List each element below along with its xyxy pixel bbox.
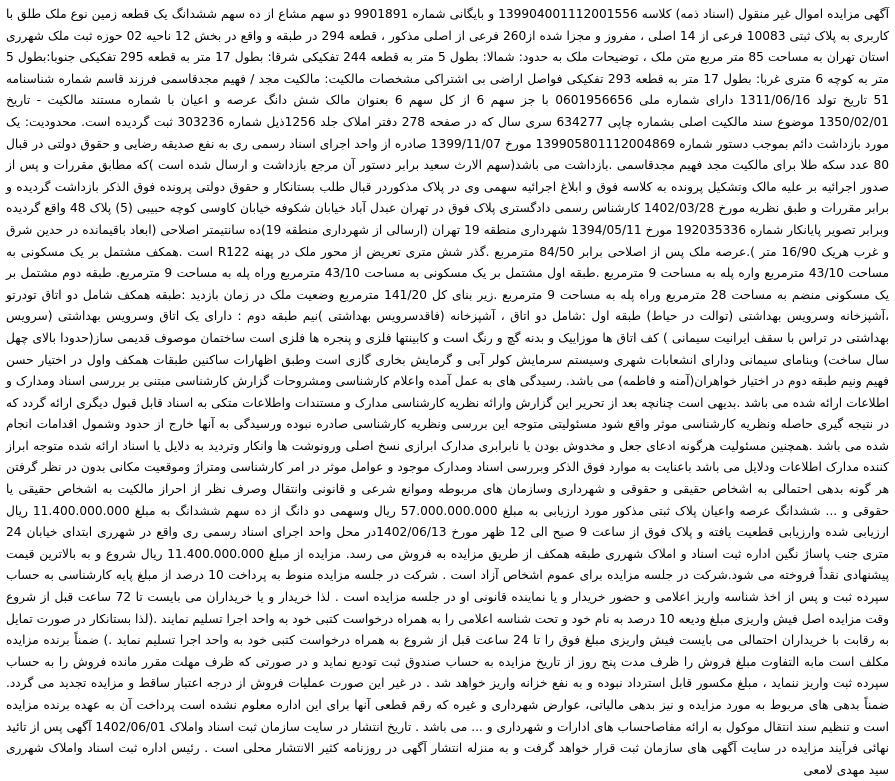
notice-body-text: آگهی مزایده اموال غیر منقول (اسناد ذمه) کلاسه 139904001112001556 و بایگانی شماره 9901891 دو سهم مشاع از ده سهم ششدانگ یک قطعه زمین نوع ملک طلق با کاربری به پلاک ثبتی 10083 فرعی از 14 اصلی ، مفروز و مجزا شده از260 فرعی از اصلی مذکور ، قطعه 294 در طبقه و واقع در بخش 12 ناحیه 02 حوزه ثبت ملک شهرری استان تهران به مساحت 85 متر مربع متن ملک ، توضیحات ملک به حدود: شمالا: بطول 5 متر به قطعه 244 تفکیکی شرقا: بطول 17 متر به قطعه 295 تفکیکی جنوبا:بطول 5 متر به کوچه 6 متری غربا: بطول 17 متر به قطعه 293 تفکیکی فواصل اراضی بی اشتراکی مشخصات مالکیت: مالکیت مجد / فهیم مجدقاسمی فرزند قاسم شماره شناسنامه 51 تاریخ تولد 1311/06/16 دارای شماره ملی 0601956656 با جز سهم 6 از کل سهم 6 بعنوان مالک شش دانگ عرصه و اعیان با شماره مستند مالکیت - تاریخ 1350/02/01 موضوع سند مالکیت اصلی بشماره چاپی 634277 سری سال که در صفحه 278 دفتر املاک جلد 1256ذیل شماره 303236 ثبت گردیده است. محدودیت: یک مورد بازداشت دائم بموجب دستور شماره 139905801112004869 مورخ 1399/11/07 صادره از واحد اجرای اسناد رسمی ری به نفع صدیقه رضایی و حقوق دولتی در قبال 80 عدد سکه طلا برای مالکیت مجد فهیم مجدقاسمی .بازداشت می باشد(سهم الارث سعید برابر دستور آن مرجع بازداشت و ارسال شده است )که مطابق مقررات و پس از صدور اجرائیه بر علیه مالک وتشکیل پرونده به کلاسه فوق و ابلاغ اجرائیه سهمی وی در پلاک مذکوردر قبال طلب بستانکار و حقوق دولتی پرونده فوق الذکر بازداشت گردیده و برابر مقررات و طبق نظریه مورخ 1402/03/28 کارشناس رسمی دادگستری پلاک فوق در تهران عبدل آباد خیابان شکوفه خیابان کاوسی کوچه حبیبی (5) پلاک 48 واقع گردیده وبرابر تصویر پایانکار شماره 192035336 مورخ 1394/05/11 شهرداری منطقه 19 تهران (ارسالی از شهرداری منطقه 19)ده سانتیمتر اصلاحی (ابعاد باقیمانده در حدین شرق و غرب هریک 16/90 متر ).عرصه ملک پس از اصلاحی برابر 84/50 مترمربع .گذر شش متری تعریض از محور ملک در پهنه R122 است .همکف مشتمل بر یک مسکونی به مساحت 43/10 مترمربع واره پله به مساحت 9 مترمربع .طبقه اول مشتمل بر یک مسکونی به مساحت 43/10 مترمربع وراه پله به مساحت 9 مترمربع. طبقه دوم مشتمل بر یک مسکونی منضم به مساحت 28 مترمربع وراه پله به مساحت 9 مترمربع .زیر بنای کل 141/20 مترمربع وضعیت ملک در زمان بازدید :طبقه همکف شامل دو اتاق تودرتو ،آشپزخانه وسرویس بهداشتی (توالت در حیاط) طبقه اول :شامل دو اتاق ، آشپزخانه (فاقدسرویس بهداشتی )نیم طبقه دوم : دارای یک اتاق وسرویس بهداشتی (سرویس بهداشتی در تراس با سقف ایرانیت سیمانی ) کف اتاق ها موزاییک و بدنه گچ و رنگ است و کابینتها فلزی و پنجره ها فلزی است ساختمان موصوف قدیمی ساز(حدودا بالای چهل سال ساخت) وبنامای سیمانی ودارای انشعابات شهری وسیستم سرمایش کولر آبی و گرمایش بخاری گازی است وطبق اظهارات ساکنین طبقات همکف واول در اختیار حسن فهیم ونیم طبقه دوم در اختیار خواهران(آمنه و فاطمه) می باشد. رسیدگی های به عمل آمده واعلام کارشناسی ومشروحات گزارش کارشناسی مبتنی بر بررسی اسناد ومدارک و اطلاعات ارائه شده می باشد .بدیهی است چنانچه بعد از تحریر این گزارش وارائه نظریه کارشناسی مدارک و مستندات واطلاعات متکی به اسناد قابل قبول دیگری ارائه گردد که در نتیجه گیری حاصله ونظریه کارشناسی موثر واقع شود مسئولیتی متوجه این بررسی ونظریه کارشناسی صادره نبوده ورسیدگی به آنها خارج از حدود وشمول اقدامات انجام شده می باشد .همچنین مسئولیت هرگونه ادعای جعل و مخدوش بودن یا نابرابری مدارک ابرازی نسخ اصلی ورونوشت ها وانکار وتردید به دلایل یا اسناد ارائه شده متوجه ابراز کننده مدارک اطلاعات ودلایل می باشد باعنایت به موارد فوق الذکر وبررسی اسناد ومدارک موجود و عوامل موثر در امر کارشناسی ومتراژ وموقعیت مکانی بدون در نظر گرفتن هر گونه بدهی احتمالی به اشخاص حقیقی و حقوقی و شهرداری وسازمان های مربوطه وموانع شرعی و قانونی وانتقال وصرف نظر از احراز مالکیت به اشخاص حقیقی یا حقوقی و ... ششدانگ عرصه واعیان پلاک ثبتی مذکور مورد ارزیابی به مبلغ 57.000.000.000 ریال وسهمی دو دانگ از ده سهم ششدانگ به مبلغ 11.400.000.000 ریال ارزیابی شده وارزیابی قطعیت یافته و پلاک فوق از ساعت 9 صبح الی 12 ظهر مورخ 1402/06/13در محل واحد اجرای اسناد رسمی ری واقع در شهرری ابتدای خیابان 24 متری جنب پاساژ نگین اداره ثبت اسناد و املاک شهرری طبقه همکف از طریق مزایده به فروش می رسد. مزایده از مبلغ 11.400.000.000 ریال شروع و به بالاترین قیمت پیشنهادی نقداً فروخته می شود.شرکت در جلسه مزایده برای عموم اشخاص آزاد است . شرکت در جلسه مزایده منوط به پرداخت 10 درصد از مبلغ پایه کارشناسی به حساب سپرده ثبت و پس از اخذ شناسه واریز اعلامی و حضور خریدار و یا نماینده قانونی او در جلسه مزایده است . لذا خریدار و یا خریداران می بایست تا 72 ساعت قبل از شروع وقت مزایده اصل فیش واریزی مبلغ ودیعه 10 درصد به نام خود و تحت شناسه اعلامی را به همراه درخواست کتبی خود به واحد اجرا تسلیم نمایند .(لذا بستانکار در صورت تمایل به رقابت با خریداران احتمالی می بایست فیش واریزی مبلغ فوق را تا 24 ساعت قبل از شروع به همراه درخواست کتبی خود به واحد اجرا تسلیم نماید .) ضمناً برنده مزایده مکلف است مابه التفاوت مبلغ فروش را ظرف مدت پنج روز از تاریخ مزایده به حساب صندوق ثبت تودیع نماید و در صورتی که ظرف مهلت مقرر مانده فروش را به حساب سپرده ثبت واریز ننماید ، مبلغ مکسور قابل استرداد نبوده و به نفع خزانه واریز خواهد شد . در غیر این صورت عملیات فروش از درجه اعتبار ساقط و مزایده تجدید می گردد. ضمناً بدهی های مربوط به مورد مزایده و نیز بدهی مالیاتی، عوارض شهرداری و غیره که رقم قطعی آنها برای این اداره معلوم نشده است پرداخت آن به عهده برنده مزایده است و تنظیم سند انتقال موکول به ارائه مفاصاحساب های ادارات و شهرداری و ... می باشد . تاریخ انتشار در سایت سازمان ثبت اسناد واملاک 1402/06/01 آگهی پس از تائید نهائی فرآیند مزایده در سایت آگهی های سازمان ثبت قرار خواهد گرفت و به منزله انتشار آگهی در روزنامه کثیر الانتشار محلی است . رئیس اداره ثبت اسناد واملاک شهرری سید مهدی لامعی xyxy=(6,7,890,777)
